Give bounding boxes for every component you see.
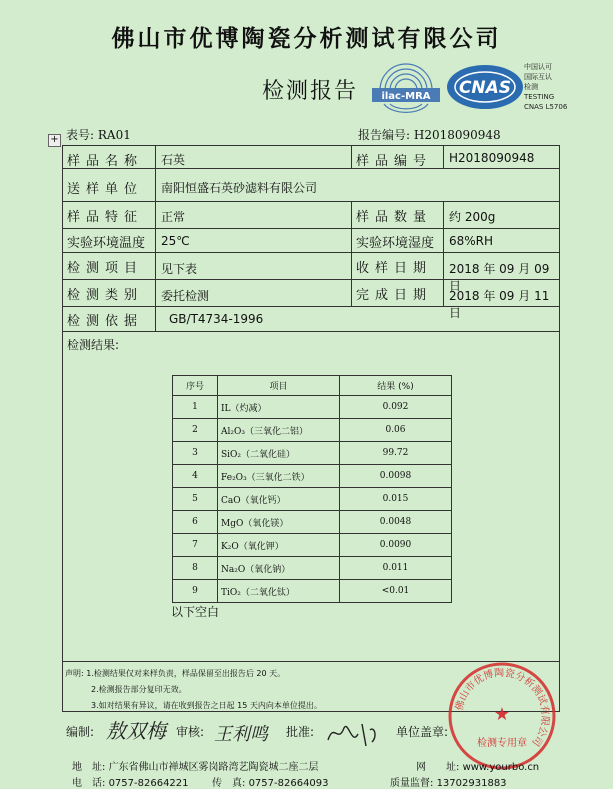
quantity-label: 样品数量 bbox=[356, 210, 433, 225]
complete-date-label: 完成日期 bbox=[356, 288, 433, 303]
receive-date-label: 收样日期 bbox=[356, 261, 433, 276]
company-name: 佛山市优博陶瓷分析测试有限公司 bbox=[111, 26, 502, 52]
row-item: Fe₂O₃（三氧化二铁） bbox=[218, 465, 340, 488]
row-value: 99.72 bbox=[340, 442, 452, 465]
col-header: 项目 bbox=[218, 376, 340, 396]
table-row bbox=[173, 557, 452, 580]
row-value: 0.0048 bbox=[340, 511, 452, 534]
hotline-label: 质量监督: bbox=[390, 778, 434, 789]
official-seal bbox=[446, 660, 558, 772]
results-heading: 检测结果: bbox=[67, 338, 120, 352]
seal-ring-text: 佛山市优博陶瓷分析测试有限公司 bbox=[454, 667, 551, 748]
humidity-value: 68%RH bbox=[449, 234, 494, 248]
hotline-value: 13702931883 bbox=[436, 778, 507, 789]
seal-center-text: 检测专用章 bbox=[477, 738, 527, 749]
cnas-logo bbox=[445, 62, 525, 112]
category-value: 委托检测 bbox=[161, 289, 210, 303]
cnas-line: 中国认可 bbox=[524, 63, 552, 71]
row-item: IL（灼减） bbox=[218, 396, 340, 419]
row-value: 0.092 bbox=[340, 396, 452, 419]
row-item: Na₂O（氧化钠） bbox=[218, 557, 340, 580]
cnas-caption bbox=[524, 62, 567, 112]
cnas-line: 国际互认 bbox=[524, 73, 552, 81]
row-no: 1 bbox=[173, 396, 218, 419]
row-value: 0.0090 bbox=[340, 534, 452, 557]
form-number-value: RA01 bbox=[97, 128, 131, 142]
feature-value: 正常 bbox=[161, 210, 186, 224]
row-item: TiO₂（二氧化钛） bbox=[218, 580, 340, 603]
note-line-2: 2.检测报告部分复印无效。 bbox=[91, 685, 187, 694]
complete-date-value: 2018 年 09 月 11 日 bbox=[449, 289, 550, 320]
reviewer-signature bbox=[210, 716, 286, 748]
receive-date-value: 2018 年 09 月 09 日 bbox=[449, 262, 550, 293]
temp-label: 实验环境温度 bbox=[67, 236, 146, 251]
temp-value: 25℃ bbox=[161, 234, 190, 248]
row-no: 5 bbox=[173, 488, 218, 511]
row-no: 6 bbox=[173, 511, 218, 534]
report-title: 检测报告 bbox=[262, 79, 359, 104]
fax-label: 传 真: bbox=[212, 778, 246, 789]
table-move-handle-icon[interactable]: + bbox=[48, 134, 61, 147]
form-number bbox=[66, 126, 131, 143]
table-row bbox=[173, 442, 452, 465]
sender-label: 送样单位 bbox=[67, 182, 144, 197]
cnas-line: 检测 bbox=[524, 83, 538, 91]
report-table bbox=[62, 145, 560, 712]
cnas-line: TESTING bbox=[524, 93, 555, 101]
reviewer-label: 审核: bbox=[176, 725, 205, 739]
table-row bbox=[173, 488, 452, 511]
website-label: 网 址: bbox=[416, 762, 460, 773]
table-row bbox=[173, 534, 452, 557]
website bbox=[416, 758, 539, 773]
feature-label: 样品特征 bbox=[67, 210, 144, 225]
editor-label: 编制: bbox=[66, 725, 95, 739]
quantity-value: 约 200g bbox=[449, 210, 496, 224]
results-table bbox=[172, 375, 452, 603]
item-label: 检测项目 bbox=[67, 261, 144, 276]
sender-value: 南阳恒盛石英砂滤料有限公司 bbox=[161, 181, 318, 195]
row-item: SiO₂（二氧化硅） bbox=[218, 442, 340, 465]
row-value: <0.01 bbox=[340, 580, 452, 603]
humidity-label: 实验环境湿度 bbox=[356, 236, 435, 251]
cnas-line: CNAS L5706 bbox=[524, 103, 568, 111]
form-number-label: 表号: bbox=[66, 128, 95, 142]
report-number bbox=[358, 126, 501, 143]
table-row bbox=[173, 396, 452, 419]
cnas-text: CNAS bbox=[458, 78, 512, 98]
fax bbox=[212, 774, 329, 789]
website-value: www.yourbo.cn bbox=[462, 762, 540, 773]
row-item: Al₂O₃（三氧化二铝） bbox=[218, 419, 340, 442]
category-label: 检测类别 bbox=[67, 288, 144, 303]
basis-label: 检测依据 bbox=[67, 314, 144, 329]
row-no: 8 bbox=[173, 557, 218, 580]
phone bbox=[72, 774, 189, 789]
editor-signature bbox=[100, 712, 170, 748]
basis-value: GB/T4734-1996 bbox=[169, 312, 264, 326]
sample-name-label: 样品名称 bbox=[67, 154, 144, 169]
row-item: MgO（氧化镁） bbox=[218, 511, 340, 534]
table-row bbox=[173, 580, 452, 603]
note-line-1: 声明: 1.检测结果仅对来样负责，样品保留至出报告后 20 天。 bbox=[65, 669, 286, 678]
approver-label: 批准: bbox=[286, 725, 315, 739]
row-value: 0.06 bbox=[340, 419, 452, 442]
sample-no-label: 样品编号 bbox=[356, 154, 433, 169]
table-row bbox=[173, 419, 452, 442]
report-number-label: 报告编号: bbox=[358, 128, 411, 142]
report-number-value: H2018090948 bbox=[413, 128, 501, 142]
row-no: 2 bbox=[173, 419, 218, 442]
row-no: 9 bbox=[173, 580, 218, 603]
table-row bbox=[173, 511, 452, 534]
row-item: CaO（氧化钙） bbox=[218, 488, 340, 511]
blank-below-note: 以下空白 bbox=[171, 605, 220, 619]
row-value: 0.011 bbox=[340, 557, 452, 580]
note-line-3: 3.如对结果有异议，请在收到报告之日起 15 天内向本单位提出。 bbox=[91, 701, 322, 710]
col-header: 序号 bbox=[173, 376, 218, 396]
fax-value: 0757-82664093 bbox=[248, 778, 329, 789]
item-value: 见下表 bbox=[161, 262, 198, 276]
ilac-text: ilac-MRA bbox=[381, 91, 431, 102]
svg-text:敖双梅: 敖双梅 bbox=[106, 719, 166, 743]
row-value: 0.015 bbox=[340, 488, 452, 511]
svg-text:★: ★ bbox=[493, 704, 511, 725]
row-no: 3 bbox=[173, 442, 218, 465]
row-item: K₂O（氧化钾） bbox=[218, 534, 340, 557]
phone-value: 0757-82664221 bbox=[108, 778, 189, 789]
table-row bbox=[173, 465, 452, 488]
sample-no-value: H2018090948 bbox=[449, 151, 535, 165]
address bbox=[72, 758, 319, 773]
ilac-mra-logo bbox=[370, 60, 442, 118]
address-value: 广东省佛山市禅城区雾岗路湾艺陶瓷城二座二层 bbox=[108, 762, 319, 773]
phone-label: 电 话: bbox=[72, 778, 106, 789]
approver-signature bbox=[322, 716, 382, 750]
seal-label: 单位盖章: bbox=[396, 725, 449, 739]
sample-name-value: 石英 bbox=[161, 153, 186, 167]
col-header: 结果 (%) bbox=[340, 376, 452, 396]
svg-text:王利鸣: 王利鸣 bbox=[214, 724, 268, 745]
row-no: 4 bbox=[173, 465, 218, 488]
row-value: 0.0098 bbox=[340, 465, 452, 488]
hotline bbox=[390, 774, 507, 789]
row-no: 7 bbox=[173, 534, 218, 557]
address-label: 地 址: bbox=[72, 762, 106, 773]
